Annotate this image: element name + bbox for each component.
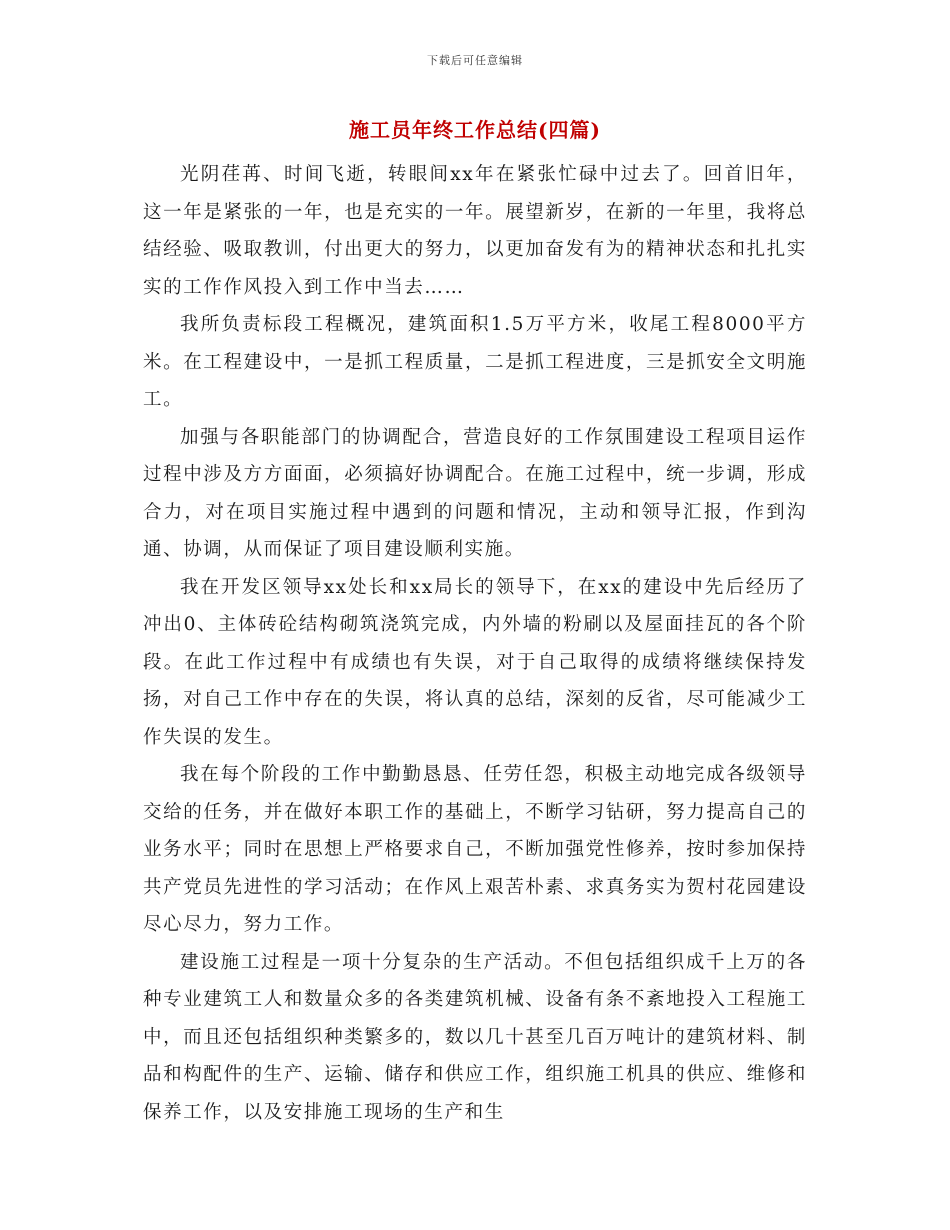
paragraph-4: 我在开发区领导xx处长和xx局长的领导下，在xx的建设中先后经历了冲出0、主体砖砼结构砌筑浇筑完成，内外墙的粉刷以及屋面挂瓦的各个阶段。在此工作过程中有成绩也有失误，对于自己取得的成绩将继续保持发扬，对自己工作中存在的失误，将认真的总结，深刻的反省，尽可能减少工作失误的发生。 [143,576,807,748]
paragraph-6: 建设施工过程是一项十分复杂的生产活动。不但包括组织成千上万的各种专业建筑工人和数量众多的各类建筑机械、设备有条不紊地投入工程施工中，而且还包括组织种类繁多的，数以几十甚至几百万吨计的建筑材料、制品和构配件的生产、运输、储存和供应工作，组织施工机具的供应、维修和保养工作，以及安排施工现场的生产和生 [143,951,807,1123]
document-title: 施工员年终工作总结(四篇) [349,118,601,142]
paragraph-2: 我所负责标段工程概况，建筑面积1.5万平方米，收尾工程8000平方米。在工程建设中，一是抓工程质量，二是抓工程进度，三是抓安全文明施工。 [143,314,807,410]
paragraph-3: 加强与各职能部门的协调配合，营造良好的工作氛围建设工程项目运作过程中涉及方方面面，必须搞好协调配合。在施工过程中，统一步调，形成合力，对在项目实施过程中遇到的问题和情况，主动和领导汇报，作到沟通、协调，从而保证了项目建设顺利实施。 [143,426,807,560]
paragraph-5: 我在每个阶段的工作中勤勤恳恳、任劳任怨，积极主动地完成各级领导交给的任务，并在做好本职工作的基础上，不断学习钻研，努力提高自己的业务水平；同时在思想上严格要求自己，不断加强党性修养，按时参加保持共产党员先进性的学习活动；在作风上艰苦朴素、求真务实为贺村花园建设尽心尽力，努力工作。 [143,764,807,935]
page-header-note: 下载后可任意编辑 [427,54,523,67]
paragraph-1: 光阴荏苒、时间飞逝，转眼间xx年在紧张忙碌中过去了。回首旧年，这一年是紧张的一年，也是充实的一年。展望新岁，在新的一年里，我将总结经验、吸取教训，付出更大的努力，以更加奋发有为的精神状态和扎扎实实的工作作风投入到工作中当去…… [143,164,807,298]
document-body [143,156,807,1131]
